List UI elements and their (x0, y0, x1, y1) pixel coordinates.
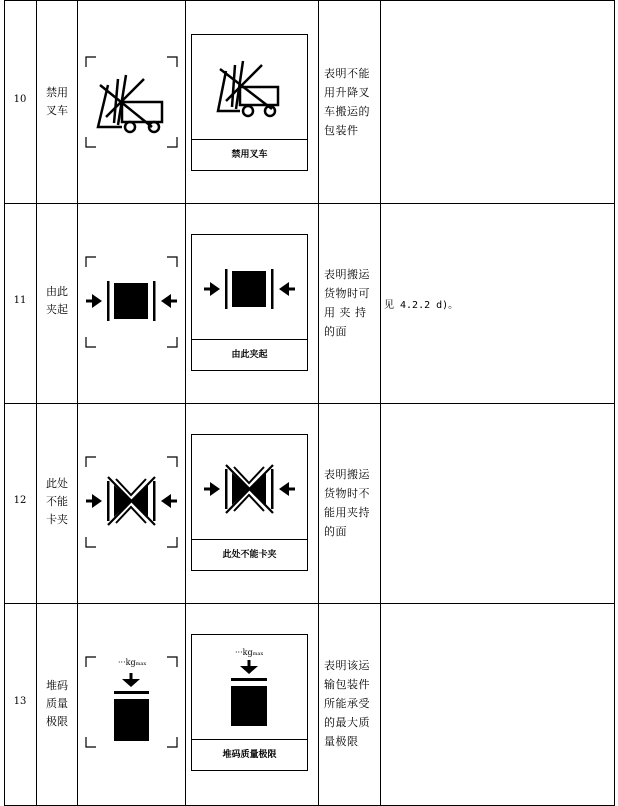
marking-meaning: 表明搬运 货物时不 能用夹持 的面 (324, 468, 370, 538)
marking-name: 由此 夹起 (46, 285, 68, 316)
table-row (4, 203, 615, 403)
stacking-limit-icon (78, 655, 185, 750)
sign-card (191, 634, 308, 771)
clamp-here-icon (78, 255, 185, 350)
row-number: 13 (13, 696, 27, 707)
marking-table (4, 0, 615, 806)
marking-name: 堆码 质量 极限 (46, 679, 68, 728)
no-forklift-icon (78, 55, 185, 150)
marking-note: 见 4.2.2 d)。 (384, 300, 459, 311)
row-number: 12 (13, 495, 27, 506)
sign-card (191, 434, 308, 571)
sign-caption: 由此夹起 (192, 339, 307, 370)
sign-caption: 禁用叉车 (192, 139, 307, 170)
no-clamp-icon (78, 455, 185, 550)
clamp-here-icon (192, 235, 307, 339)
marking-meaning: 表明搬运 货物时可 用 夹 持 的面 (324, 268, 370, 338)
symbol-cell (78, 55, 185, 150)
marking-meaning: 表明该运 输包装件 所能承受 的最大质 量极限 (324, 659, 370, 748)
no-clamp-icon (192, 435, 307, 539)
sign-card (191, 234, 308, 371)
sign-caption: 堆码质量极限 (192, 739, 307, 770)
sign-card (191, 34, 308, 171)
marking-name: 此处 不能 卡夹 (46, 477, 68, 526)
marking-meaning: 表明不能 用升降叉 车搬运的 包装件 (324, 67, 370, 137)
table-row (4, 603, 615, 805)
symbol-cell (78, 455, 185, 550)
table-row (4, 403, 615, 603)
sign-caption: 此处不能卡夹 (192, 539, 307, 570)
row-number: 10 (13, 94, 27, 105)
marking-name: 禁用 叉车 (46, 86, 68, 117)
table-row (4, 0, 615, 203)
row-number: 11 (13, 295, 27, 306)
symbol-cell (78, 255, 185, 350)
stack-mass-subscript: max (135, 661, 147, 667)
stack-mass-label: ···kg (235, 648, 253, 657)
stack-mass-label: ···kg (118, 658, 136, 667)
stacking-limit-icon (192, 635, 307, 739)
no-forklift-icon (192, 35, 307, 139)
stack-mass-subscript: max (252, 651, 264, 657)
